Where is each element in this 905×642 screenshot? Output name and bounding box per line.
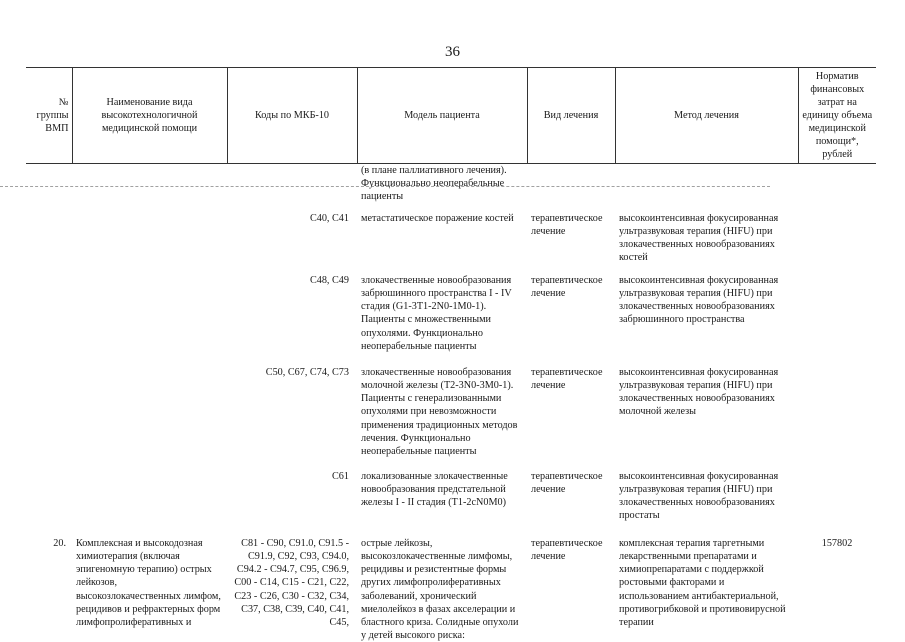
cell-group [26, 164, 72, 213]
cell-norm [798, 164, 876, 213]
cell-name: Комплексная и высокодозная химиотерапия (включая эпигеномную терапию) острых лейкозов, высокозлокачественных лимфом, рецидивов и рефрактерных форм лимфопролиферативных и [76, 538, 221, 628]
cell-codes: C48, C49 [309, 275, 349, 287]
cell-name [72, 212, 227, 274]
header-method: Метод лечения [615, 68, 798, 164]
cell-codes: C40, C41 [309, 213, 349, 225]
cell-group [26, 212, 72, 274]
cell-treatment-type: терапевтическое лечение [531, 275, 603, 300]
cell-name [72, 470, 227, 537]
table-row [26, 274, 876, 366]
table-row [26, 470, 876, 537]
cell-name [72, 366, 227, 470]
cell-model: локализованные злокачественные новообразования предстательной железы I - II стадия (T1-2cN0M0) [361, 471, 508, 509]
cell-name [72, 164, 227, 213]
cell-method: высокоинтенсивная фокусированная ультразвуковая терапия (HIFU) при злокачественных новообразованиях забрюшинного пространства [619, 275, 779, 326]
cell-treatment-type: терапевтическое лечение [531, 213, 603, 238]
cell-norm [798, 212, 876, 274]
header-name: Наименование вида высокотехнологичной медицинской помощи [72, 68, 227, 164]
cell-norm: 157802 [821, 538, 853, 550]
cell-group [26, 274, 72, 366]
vmp-table [26, 67, 876, 642]
header-norm: Норматив финансовых затрат на единицу объема медицинской помощи*, рублей [798, 68, 876, 164]
table-row [26, 366, 876, 470]
cell-treatment-type: терапевтическое лечение [531, 538, 603, 563]
cell-treatment-type [527, 164, 615, 213]
header-treatment-type: Вид лечения [527, 68, 615, 164]
header-group: № группы ВМП [26, 68, 72, 164]
cell-treatment-type: терапевтическое лечение [531, 367, 603, 392]
header-model: Модель пациента [357, 68, 527, 164]
cell-name [72, 274, 227, 366]
table-row [26, 164, 876, 213]
cell-group: 20. [53, 538, 66, 550]
cell-model: злокачественные новообразования молочной железы (T2-3N0-3M0-1). Пациенты с генерализованными опухолями при невозможности применения традиционных методов лечения. Функционально неоперабельные пациенты [361, 367, 518, 457]
cell-method: высокоинтенсивная фокусированная ультразвуковая терапия (HIFU) при злокачественных новообразованиях простаты [619, 471, 779, 522]
cell-treatment-type: терапевтическое лечение [531, 471, 603, 496]
cell-method: комплексная терапия таргетными лекарственными препаратами и химиопрепаратами с поддержкой ростовыми факторами и использованием антибактериальной, противогрибковой и противовирусной терапии [619, 538, 786, 628]
cell-norm [798, 470, 876, 537]
table-row [26, 212, 876, 274]
cell-codes: C61 [332, 471, 349, 483]
cell-model: (в плане паллиативного лечения). Функционально неоперабельные пациенты [361, 165, 507, 203]
cell-method: высокоинтенсивная фокусированная ультразвуковая терапия (HIFU) при злокачественных новообразованиях костей [619, 213, 779, 264]
table-header-row [26, 68, 876, 164]
page-number: 36 [445, 44, 460, 60]
table-row [26, 537, 876, 641]
cell-model: острые лейкозы, высокозлокачественные лимфомы, рецидивы и резистентные формы других лимфопролиферативных заболеваний, хронический миелолейкоз в фазах акселерации и бластного криза. Солидные опухоли у детей высокого риска: [361, 538, 519, 641]
cell-method [615, 164, 798, 213]
cell-codes [227, 164, 357, 213]
header-codes: Коды по МКБ-10 [227, 68, 357, 164]
cell-group [26, 470, 72, 537]
cell-method: высокоинтенсивная фокусированная ультразвуковая терапия (HIFU) при злокачественных новообразованиях молочной железы [619, 367, 779, 418]
cell-norm [798, 274, 876, 366]
cell-group [26, 366, 72, 470]
cell-model: метастатическое поражение костей [361, 213, 514, 225]
cell-norm [798, 366, 876, 470]
cell-model: злокачественные новообразования забрюшинного пространства I - IV стадия (G1-3T1-2N0-1M0-1). Пациенты с множественными опухолями. Функционально неоперабельные пациенты [361, 275, 512, 352]
cell-codes: C81 - C90, C91.0, C91.5 - C91.9, C92, C93, C94.0, C94.2 - C94.7, C95, C96.9, C00 - C14, C15 - C21, C22, C23 - C26, C30 - C32, C34, C37, C38, C39, C40, C41, C45, [234, 538, 349, 628]
cell-codes: C50, C67, C74, C73 [265, 367, 349, 379]
